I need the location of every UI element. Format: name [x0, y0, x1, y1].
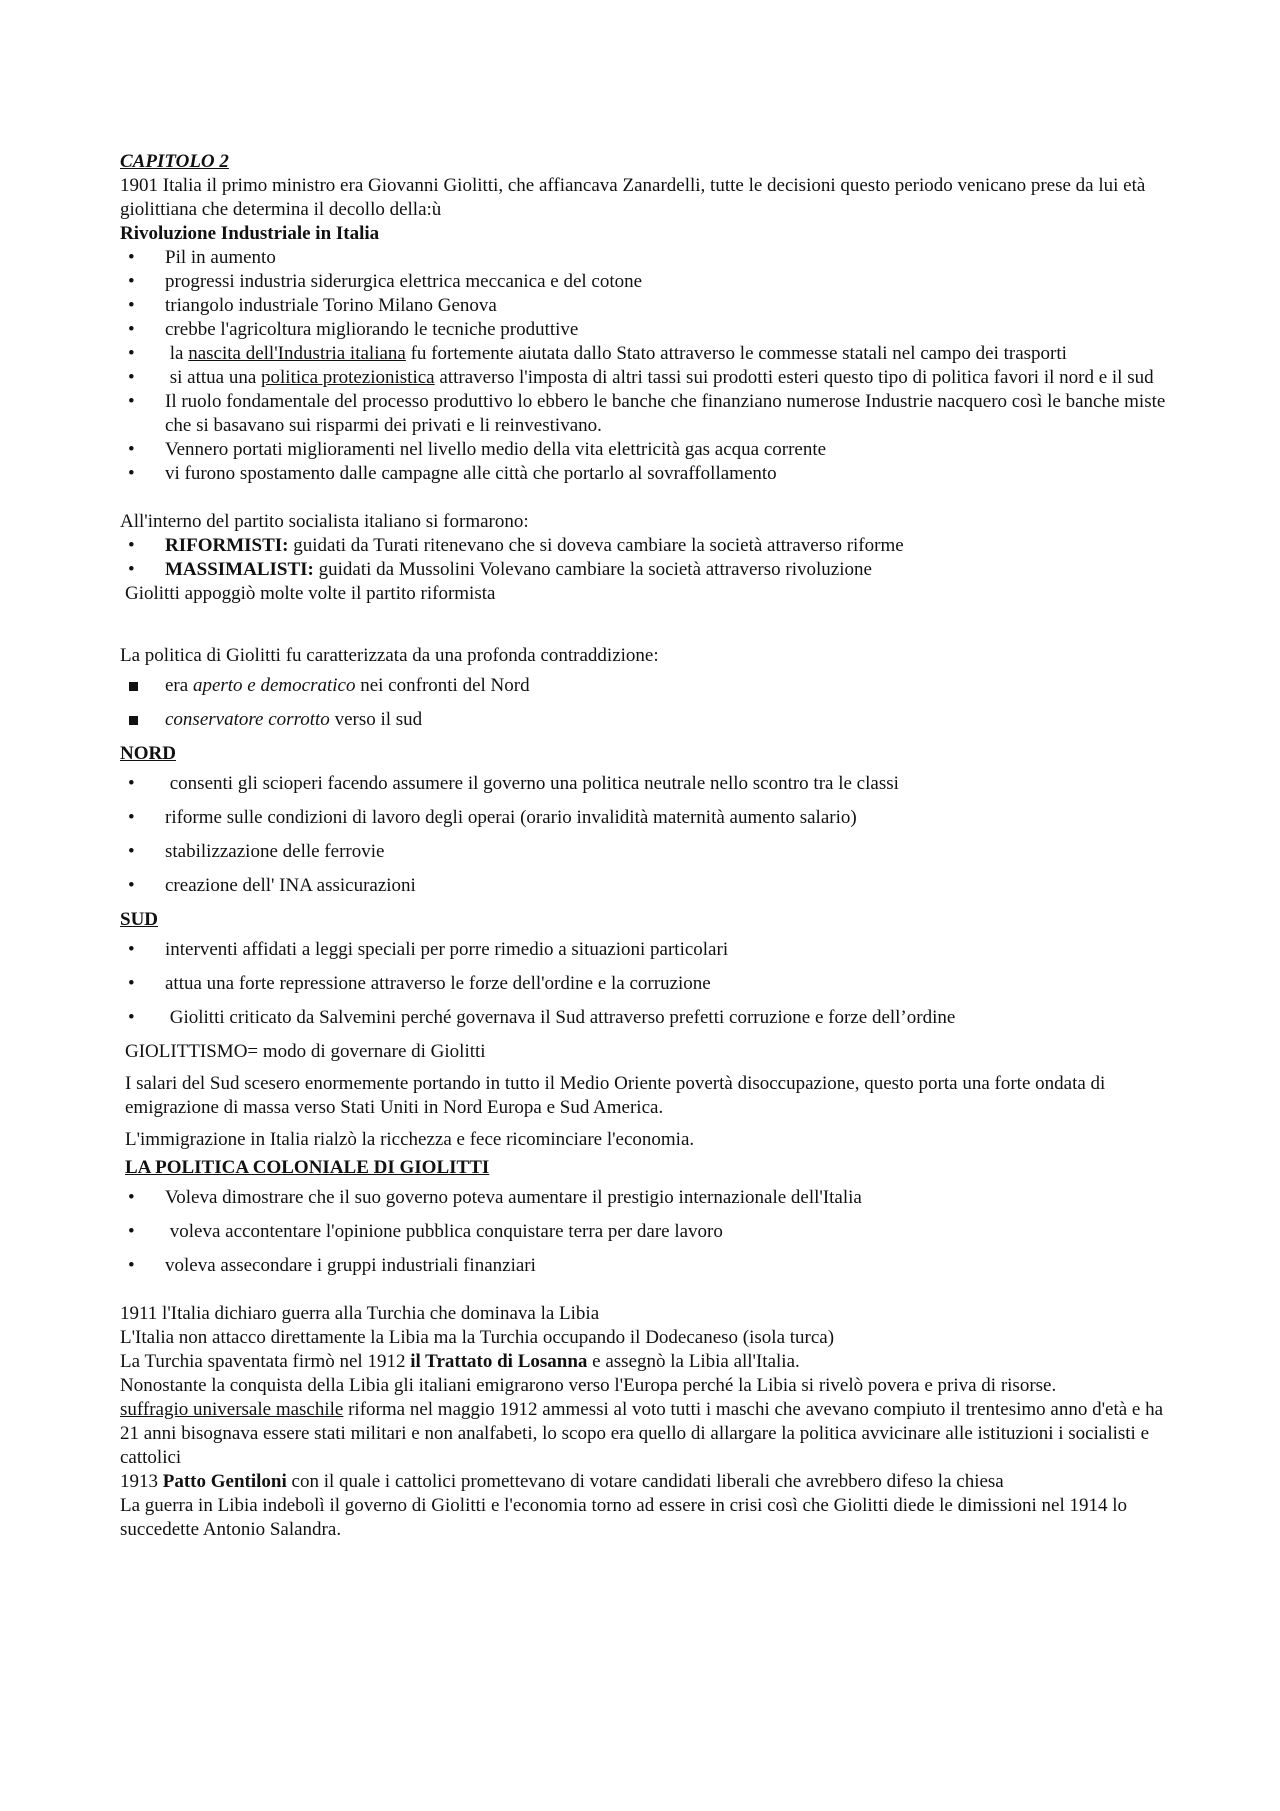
revolution-heading: Rivoluzione Industriale in Italia	[120, 223, 380, 244]
list-item: • voleva assecondare i gruppi industriali finanziari	[120, 1254, 1170, 1278]
list-item: • vi furono spostamento dalle campagne alle città che portarlo al sovraffollamento	[120, 462, 1170, 486]
spacer	[120, 1288, 1170, 1302]
libia-paragraph-7: La guerra in Libia indebolì il governo di Giolitti e l'economia torno ad essere in crisi così che Giolitti diede le dimissioni nel 1914 lo succedette Antonio Salandra.	[120, 1495, 1128, 1540]
coloniale-list	[120, 1186, 1170, 1278]
coloniale-heading: LA POLITICA COLONIALE DI GIOLITTI	[125, 1157, 490, 1178]
list-item: • Pil in aumento	[120, 246, 1170, 270]
immigrazione-paragraph: L'immigrazione in Italia rialzò la ricchezza e fece ricominciare l'economia.	[125, 1129, 695, 1150]
list-item: era aperto e democratico nei confronti del Nord	[120, 674, 1170, 698]
list-item: • RIFORMISTI: guidati da Turati ritenevano che si doveva cambiare la società attraverso riforme	[120, 534, 1170, 558]
list-item: • progressi industria siderurgica elettrica meccanica e del cotone	[120, 270, 1170, 294]
underlined-term: nascita dell'Industria italiana	[188, 343, 406, 364]
underlined-term: suffragio universale maschile	[120, 1399, 344, 1420]
sud-list	[120, 938, 1170, 1030]
list-item: • Giolitti criticato da Salvemini perché governava il Sud attraverso prefetti corruzione e forze dell’ordine	[120, 1006, 1170, 1030]
politics-intro: La politica di Giolitti fu caratterizzata da una profonda contraddizione:	[120, 645, 659, 666]
list-item: • interventi affidati a leggi speciali per porre rimedio a situazioni particolari	[120, 938, 1170, 962]
list-item: • voleva accontentare l'opinione pubblica conquistare terra per dare lavoro	[120, 1220, 1170, 1244]
politics-list	[120, 674, 1170, 732]
list-item: • Voleva dimostrare che il suo governo poteva aumentare il prestigio internazionale dell'Italia	[120, 1186, 1170, 1210]
list-item: • Il ruolo fondamentale del processo produttivo lo ebbero le banche che finanziano numerose Industrie nacquero così le banche miste che si basavano sui risparmi dei privati e li reinvestivano.	[120, 390, 1170, 438]
socialist-list	[120, 534, 1170, 582]
nord-heading: NORD	[120, 743, 176, 764]
underlined-term: politica protezionistica	[261, 367, 435, 388]
intro-paragraph: 1901 Italia il primo ministro era Giovanni Giolitti, che affiancava Zanardelli, tutte le decisioni questo periodo venicano prese da lui età giolittiana che determina il decollo della:ù	[120, 175, 1146, 220]
list-item: • creazione dell' INA assicurazioni	[120, 874, 1170, 898]
spacer	[120, 486, 1170, 510]
nord-list	[120, 772, 1170, 898]
spacer	[120, 1120, 1170, 1128]
list-item: • consenti gli scioperi facendo assumere il governo una politica neutrale nello scontro tra le classi	[120, 772, 1170, 796]
list-item: • attua una forte repressione attraverso le forze dell'ordine e la corruzione	[120, 972, 1170, 996]
list-item: • triangolo industriale Torino Milano Genova	[120, 294, 1170, 318]
list-item: • Vennero portati miglioramenti nel livello medio della vita elettricità gas acqua corrente	[120, 438, 1170, 462]
chapter-title: CAPITOLO 2	[120, 151, 229, 172]
sud-heading: SUD	[120, 909, 159, 930]
libia-paragraph-6: 1913 Patto Gentiloni con il quale i cattolici promettevano di votare candidati liberali che avrebbero difeso la chiesa	[120, 1471, 1004, 1492]
libia-paragraph-3: La Turchia spaventata firmò nel 1912 il Trattato di Losanna e assegnò la Libia all'Italia.	[120, 1351, 800, 1372]
spacer	[120, 630, 1170, 644]
spacer	[120, 606, 1170, 630]
list-item: • riforme sulle condizioni di lavoro degli operai (orario invalidità maternità aumento salario)	[120, 806, 1170, 830]
giolittismo-definition: GIOLITTISMO= modo di governare di Giolitti	[125, 1041, 486, 1062]
socialist-note: Giolitti appoggiò molte volte il partito riformista	[125, 583, 496, 604]
list-item: • si attua una politica protezionistica attraverso l'imposta di altri tassi sui prodotti esteri questo tipo di politica favori il nord e il sud	[120, 366, 1170, 390]
spacer	[120, 1064, 1170, 1072]
socialist-intro: All'interno del partito socialista italiano si formarono:	[120, 511, 529, 532]
list-item: • stabilizzazione delle ferrovie	[120, 840, 1170, 864]
libia-paragraph-4: Nonostante la conquista della Libia gli italiani emigrarono verso l'Europa perché la Libia si rivelò povera e priva di risorse.	[120, 1375, 1057, 1396]
salari-paragraph: I salari del Sud scesero enormemente portando in tutto il Medio Oriente povertà disoccupazione, questo porta una forte ondata di emigrazione di massa verso Stati Uniti in Nord Europa e Sud America.	[125, 1073, 1106, 1118]
libia-paragraph-1: 1911 l'Italia dichiaro guerra alla Turchia che dominava la Libia	[120, 1303, 600, 1324]
document-body	[120, 150, 1170, 1542]
libia-paragraph-5: suffragio universale maschile riforma nel maggio 1912 ammessi al voto tutti i maschi che avevano compiuto il trentesimo anno d'età e ha 21 anni bisognava essere stati militari e non analfabeti, lo scopo era quello di allargare la politica avvicinare alle istituzioni i socialisti e cattolici	[120, 1399, 1164, 1468]
list-item: • MASSIMALISTI: guidati da Mussolini Volevano cambiare la società attraverso rivoluzione	[120, 558, 1170, 582]
list-item: conservatore corrotto verso il sud	[120, 708, 1170, 732]
revolution-list	[120, 246, 1170, 486]
list-item: • crebbe l'agricoltura migliorando le tecniche produttive	[120, 318, 1170, 342]
libia-paragraph-2: L'Italia non attacco direttamente la Libia ma la Turchia occupando il Dodecaneso (isola turca)	[120, 1327, 835, 1348]
list-item: • la nascita dell'Industria italiana fu fortemente aiutata dallo Stato attraverso le commesse statali nel campo dei trasporti	[120, 342, 1170, 366]
